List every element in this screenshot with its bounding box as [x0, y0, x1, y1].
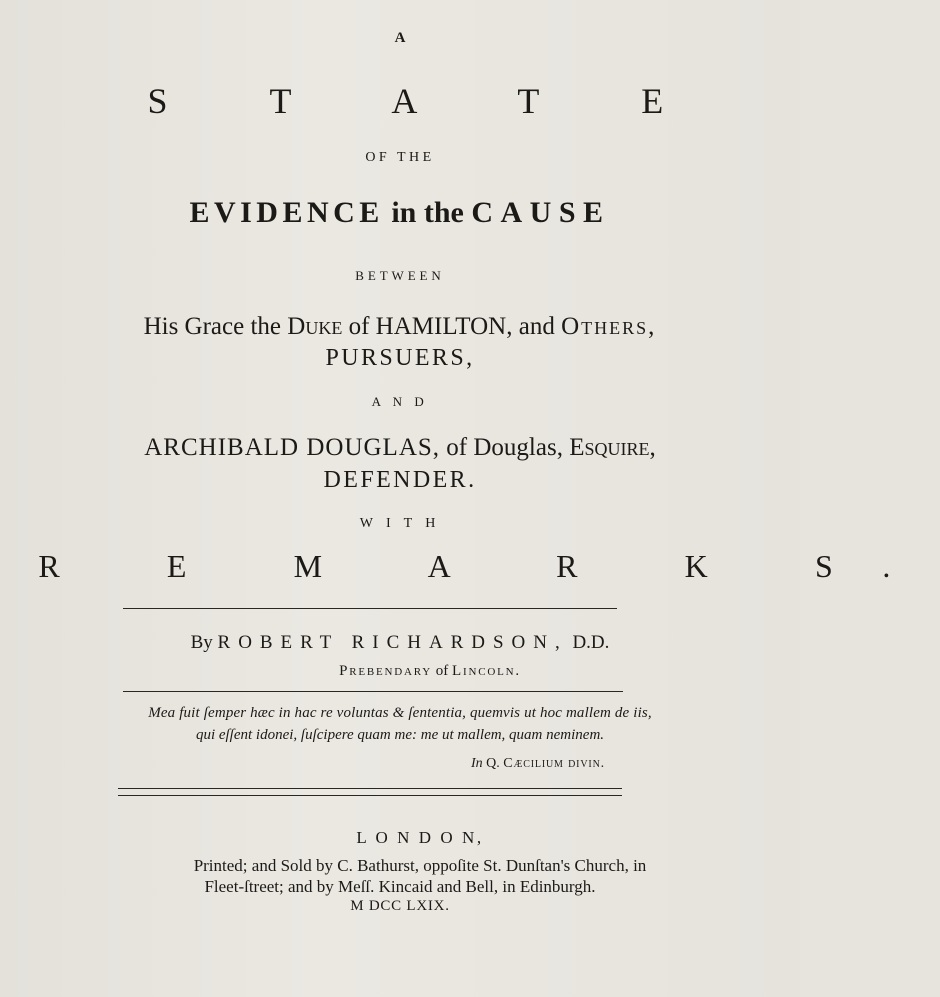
evidence-line [0, 196, 800, 230]
article-a: A [394, 30, 406, 46]
of-douglas: of Douglas, [446, 434, 563, 461]
quote-line-2: qui eſſent idonei, ſuſcipere quam me: me ut mallem, quam neminem. [195, 727, 605, 743]
and-word: , and [506, 313, 555, 340]
between: BETWEEN [355, 268, 445, 283]
quote-attribution [0, 756, 605, 772]
quote-line-1: Mea fuit ſemper hæc in hac re voluntas & ſententia, quemvis ut hoc mallem de iis, [148, 705, 652, 721]
imprint-city: L O N D O N, [356, 828, 484, 847]
defender: DEFENDER. [323, 467, 477, 493]
in-the-words: in the [391, 196, 464, 229]
duke: Duke [287, 313, 343, 340]
prebendary-of: of [435, 663, 449, 679]
author-line [0, 632, 800, 654]
prebendary-place: Lincoln. [452, 663, 521, 679]
author-name: ROBERT RICHARDSON, [217, 632, 568, 653]
pursuer-line [0, 313, 800, 341]
rule-top [123, 608, 617, 609]
attr-name: Cæcilium divin. [503, 756, 605, 771]
pursuers: PURSUERS, [325, 345, 475, 371]
cause-word: CAUSE [471, 196, 611, 229]
imprint-line-1: Printed; and Sold by C. Bathurst, oppoſite St. Dunſtan's Church, in [193, 856, 647, 875]
prebendary-line [0, 663, 830, 680]
rule-middle [123, 691, 623, 692]
imprint-line-2: Fleet-ſtreet; and by Meſſ. Kincaid and Bell, in Edinburgh. [204, 877, 596, 896]
evidence-word: EVIDENCE [189, 196, 384, 229]
hamilton: HAMILTON [375, 313, 507, 340]
title-state: S T A T E [147, 81, 711, 121]
prebendary-title: Prebendary [339, 663, 433, 679]
of-word: of [348, 313, 370, 340]
esquire: Esquire, [569, 434, 656, 461]
with: W I T H [359, 516, 441, 531]
rule-double-1 [118, 788, 622, 789]
others: Others, [561, 313, 657, 340]
attr-in: In [470, 756, 483, 771]
rule-double-2 [118, 795, 622, 796]
defender-line [0, 434, 800, 462]
of-the: OF THE [365, 150, 435, 165]
by-word: By [190, 632, 213, 653]
archibald-douglas: ARCHIBALD DOUGLAS, [144, 434, 441, 461]
title-remarks: R E M A R K S. [38, 548, 940, 584]
his-grace: His Grace the [143, 313, 282, 340]
degree: D.D. [572, 632, 610, 653]
and-divider: A N D [371, 394, 429, 409]
attr-q: Q. [486, 756, 500, 771]
imprint-year: M DCC LXIX. [350, 898, 450, 914]
